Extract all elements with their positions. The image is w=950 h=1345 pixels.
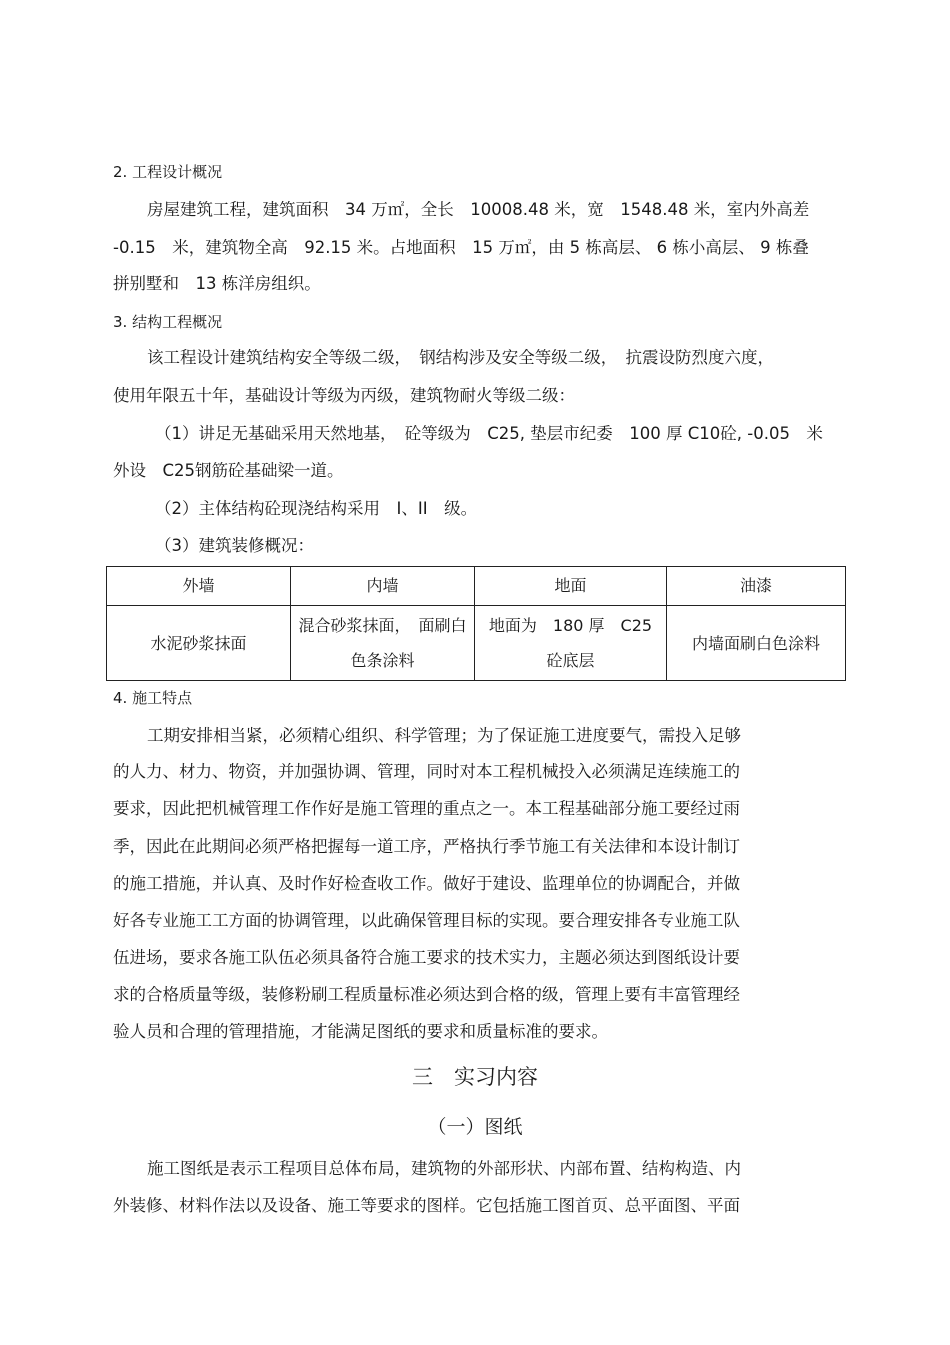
table-cell: 混合砂浆抹面， 面刷白色条涂料 bbox=[291, 606, 475, 681]
paragraph-line: 房屋建筑工程，建筑面积 34 万㎡，全长 10008.48 米，宽 1548.48 米，室内外高差 bbox=[147, 200, 810, 219]
paragraph-line: 的人力、材力、物资，并加强协调、管理，同时对本工程机械投入必须满足连续施工的 bbox=[113, 762, 740, 781]
section-2-heading: 2. 工程设计概况 bbox=[113, 163, 223, 181]
list-item-3: （3）建筑装修概况： bbox=[155, 536, 314, 555]
table-cell: 内墙面刷白色涂料 bbox=[667, 606, 846, 681]
list-item-1-line: （1）讲足无基础采用天然地基， 砼等级为 C25, 垫层市纪委 100 厚 C10砼, -0.05 米 bbox=[155, 424, 823, 443]
paragraph-line: 拼别墅和 13 栋洋房组织。 bbox=[113, 274, 321, 293]
paragraph-line: 施工图纸是表示工程项目总体布局，建筑物的外部形状、内部布置、结构构造、内 bbox=[147, 1159, 741, 1178]
table-header-cell: 油漆 bbox=[667, 567, 846, 606]
section-3-heading: 3. 结构工程概况 bbox=[113, 313, 223, 331]
paragraph-line: 外装修、材料作法以及设备、施工等要求的图样。它包括施工图首页、总平面图、平面 bbox=[113, 1196, 740, 1215]
table-header-cell: 内墙 bbox=[291, 567, 475, 606]
paragraph-line: 求的合格质量等级，装修粉刷工程质量标准必须达到合格的级，管理上要有丰富管理经 bbox=[113, 985, 740, 1004]
table-header-cell: 外墙 bbox=[107, 567, 291, 606]
section-4-heading: 4. 施工特点 bbox=[113, 689, 193, 707]
paragraph-line: -0.15 米，建筑物全高 92.15 米。占地面积 15 万㎡，由 5 栋高层、 6 栋小高层、 9 栋叠 bbox=[113, 238, 809, 257]
paragraph-line: 该工程设计建筑结构安全等级二级， 钢结构涉及安全等级二级， 抗震设防烈度六度， bbox=[147, 348, 774, 367]
chapter-title: 三 实习内容 bbox=[412, 1065, 538, 1089]
paragraph-line: 伍进场，要求各施工队伍必须具备符合施工要求的技术实力，主题必须达到图纸设计要 bbox=[113, 948, 740, 967]
paragraph-line: 的施工措施，并认真、及时作好检查收工作。做好于建设、监理单位的协调配合，并做 bbox=[113, 874, 740, 893]
table-header-row bbox=[107, 567, 846, 606]
chapter-subtitle: （一）图纸 bbox=[427, 1116, 523, 1138]
paragraph-line: 好各专业施工工方面的协调管理，以此确保管理目标的实现。要合理安排各专业施工队 bbox=[113, 911, 740, 930]
list-item-1-line: 外设 C25钢筋砼基础梁一道。 bbox=[113, 461, 344, 480]
table-header-cell: 地面 bbox=[475, 567, 667, 606]
table-row bbox=[107, 606, 846, 681]
list-item-2: （2）主体结构砼现浇结构采用 I、II 级。 bbox=[155, 499, 478, 518]
paragraph-line: 使用年限五十年，基础设计等级为丙级，建筑物耐火等级二级： bbox=[113, 386, 575, 405]
table-cell: 水泥砂浆抹面 bbox=[107, 606, 291, 681]
paragraph-line: 工期安排相当紧，必须精心组织、科学管理；为了保证施工进度要气，需投入足够 bbox=[147, 726, 741, 745]
table-cell: 地面为 180 厚 C25砼底层 bbox=[475, 606, 667, 681]
paragraph-line: 季，因此在此期间必须严格把握每一道工序，严格执行季节施工有关法律和本设计制订 bbox=[113, 837, 740, 856]
decoration-table bbox=[106, 566, 846, 681]
paragraph-line: 要求，因此把机械管理工作作好是施工管理的重点之一。本工程基础部分施工要经过雨 bbox=[113, 799, 740, 818]
paragraph-line: 验人员和合理的管理措施，才能满足图纸的要求和质量标准的要求。 bbox=[113, 1022, 608, 1041]
